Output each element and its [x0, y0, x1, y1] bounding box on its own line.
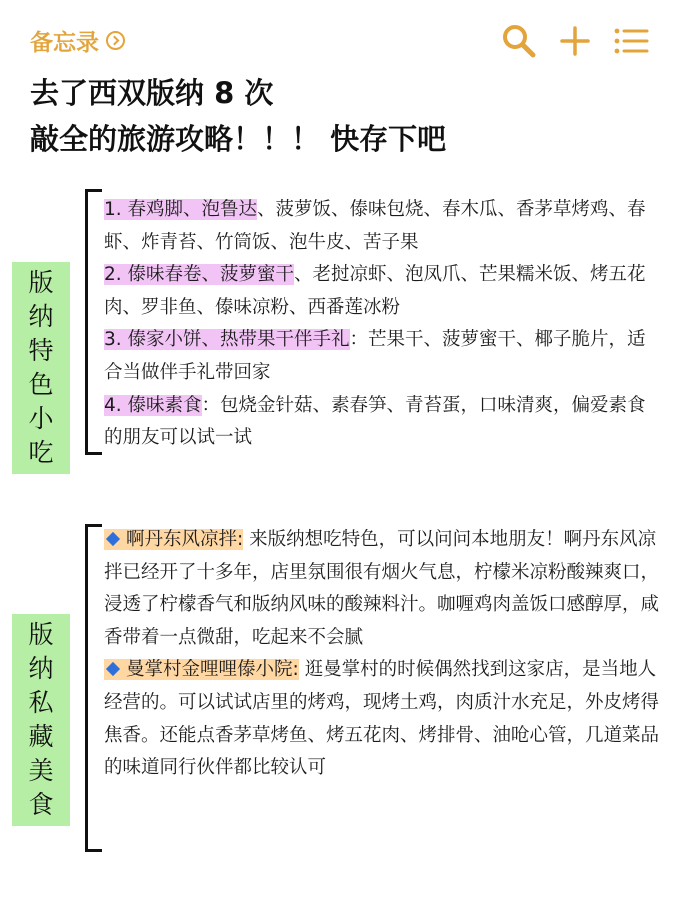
section-bracket-1	[85, 189, 102, 455]
item-text: 、老挝凉虾、泡凤爪、芒果糯米饭、烤五花肉、罗非鱼、傣味凉粉、西番莲冰粉	[104, 264, 646, 318]
list-item	[104, 390, 664, 455]
item-highlight	[104, 659, 299, 680]
search-icon[interactable]	[500, 22, 538, 60]
back-button[interactable]	[30, 24, 125, 56]
section-bracket-2	[85, 524, 102, 852]
title-line-2: 敲全的旅游攻略！！！ 快存下吧	[30, 122, 447, 156]
section-label-hidden-food	[12, 614, 70, 826]
label-line: 版纳	[28, 268, 54, 331]
label-line: 小吃	[28, 404, 54, 467]
item-highlight: 3. 傣家小饼、热带果干伴手礼	[104, 329, 350, 351]
item-highlight-text: 曼掌村金哩哩傣小院:	[126, 659, 299, 681]
title-line-1: 去了西双版纳 8 次	[30, 76, 274, 110]
item-text: ：包烧金针菇、素春笋、青苔蛋，口味清爽，偏爱素食的朋友可以试一试	[104, 394, 646, 449]
back-label: 备忘录	[30, 29, 99, 56]
item-highlight: 4. 傣味素食	[104, 394, 202, 416]
restaurant-list	[104, 524, 664, 785]
diamond-icon	[106, 662, 120, 676]
item-text: ：芒果干、菠萝蜜干、椰子脆片，适合当做伴手礼带回家	[104, 329, 646, 383]
label-line: 版纳	[28, 620, 54, 683]
list-item	[104, 194, 664, 259]
item-text: 、菠萝饭、傣味包烧、春木瓜、香茅草烤鸡、春虾、炸青苔、竹筒饭、泡牛皮、苦子果	[104, 199, 646, 253]
item-highlight: 2. 傣味春卷、菠萝蜜干	[104, 264, 295, 286]
label-line: 私藏	[28, 688, 54, 751]
list-item	[104, 324, 664, 389]
list-item	[104, 524, 664, 654]
note-title	[30, 70, 650, 162]
snack-list	[104, 194, 664, 455]
diamond-icon	[106, 532, 120, 546]
list-item	[104, 654, 664, 784]
item-text: 逛曼掌村的时候偶然找到这家店，是当地人经营的。可以试试店里的烤鸡，现烤土鸡，肉质汁水充足，外皮烤得焦香。还能点香茅草烤鱼、烤五花肉、烤排骨、油呛心管，几道菜品的味道同行伙伴都比较认可	[104, 659, 660, 779]
label-line: 美食	[28, 756, 54, 819]
chevron-right-circle-icon	[106, 31, 125, 50]
section-label-snacks	[12, 262, 70, 474]
add-icon[interactable]	[556, 22, 594, 60]
item-highlight-text: 啊丹东风凉拌:	[126, 529, 244, 550]
list-icon[interactable]	[612, 22, 650, 60]
top-bar	[0, 0, 680, 76]
list-item	[104, 259, 664, 324]
item-text: 来版纳想吃特色，可以问问本地朋友！啊丹东风凉拌已经开了十多年，店里氛围很有烟火气息，柠檬米凉粉酸辣爽口，浸透了柠檬香气和版纳风味的酸辣料汁。咖喱鸡肉盖饭口感醇厚，咸香带着一点微甜，吃起来不会腻	[104, 529, 660, 648]
label-line: 特色	[28, 336, 54, 399]
item-highlight	[104, 529, 243, 550]
item-highlight: 1. 春鸡脚、泡鲁达	[104, 199, 258, 220]
